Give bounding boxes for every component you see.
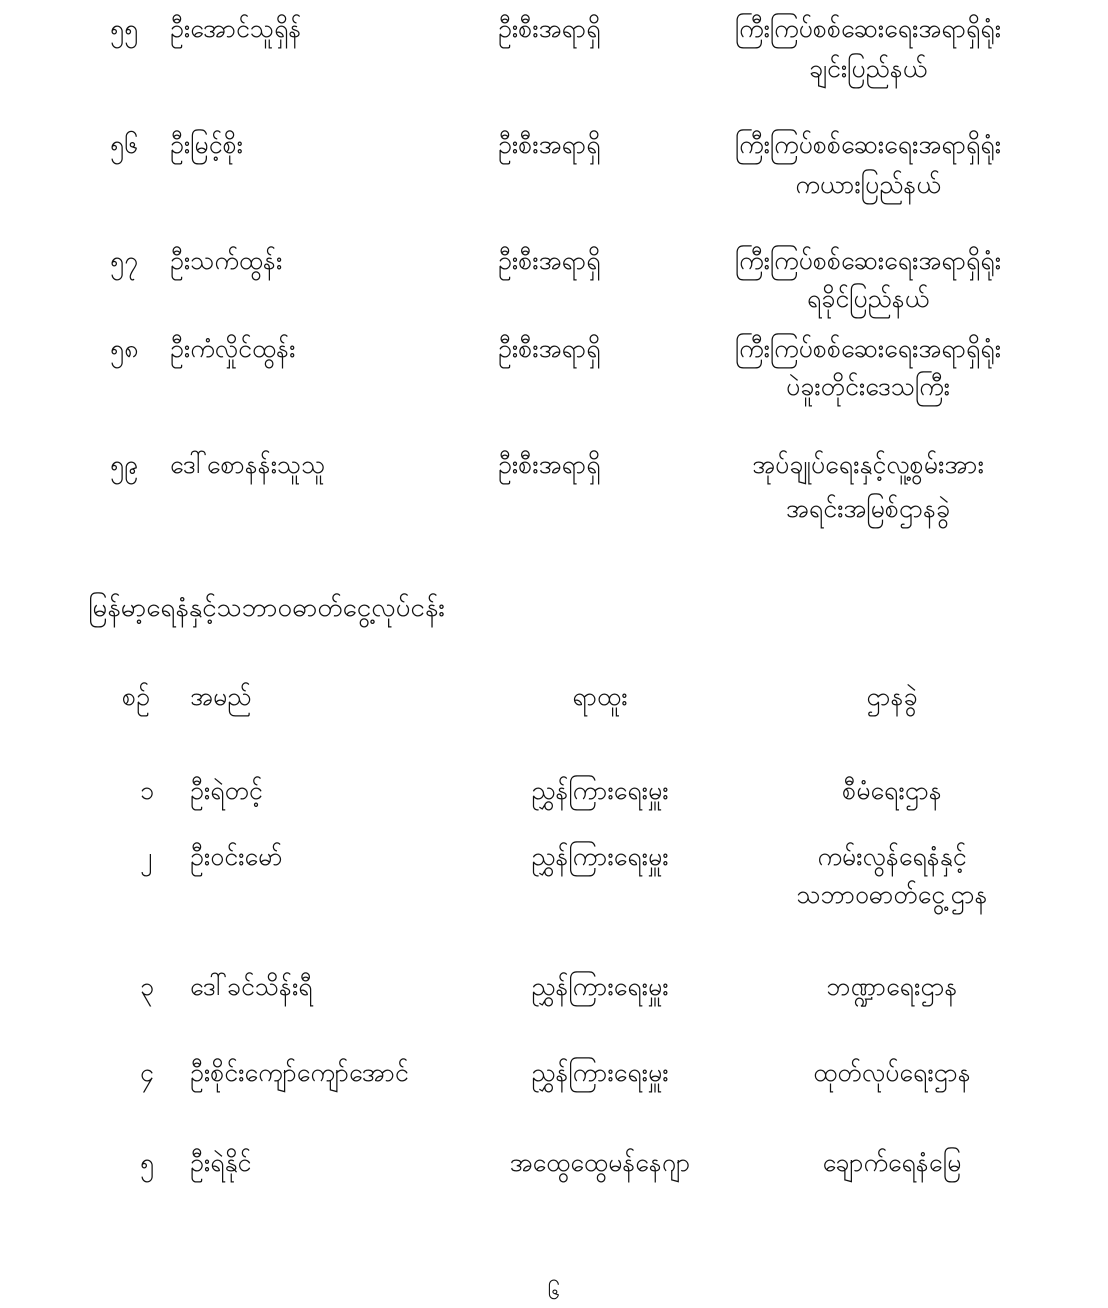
department-line-2: အရင်းအမြစ်ဌာနခွဲ [785,494,951,523]
row-number: ၄ [140,1058,155,1087]
department-line-2: ရခိုင်ပြည်နယ် [806,284,930,313]
person-name: ဦးကံလှိုင်ထွန်း [170,334,296,363]
department-line-2: သဘာဝဓာတ်ငွေ့ဌာန [796,880,988,909]
rank: ဦးစီးအရာရှိ [498,450,601,479]
row-number: ၂ [140,842,153,871]
rank: ဦးစီးအရာရှိ [498,14,601,43]
department-line-1: ထုတ်လုပ်ရေးဌာန [813,1058,971,1087]
header-number: စဥ် [122,682,150,711]
rank: ဦးစီးအရာရှိ [498,334,601,363]
person-name: ဦးဝင်းမော် [190,842,283,871]
department-line-1: ကြီးကြပ်စစ်ဆေးရေးအရာရှိရုံး [734,334,1002,363]
rank: ဦးစီးအရာရှိ [498,246,601,275]
row-number: ၅၉ [110,450,139,479]
row-number: ၃ [140,972,155,1001]
person-name: ဒေါ်ခင်သိန်းရီ [190,972,313,1001]
department-line-1: ဘဏ္ဍာရေးဌာန [826,972,958,1001]
row-number: ၅၅ [110,14,139,43]
row-number: ၅ [140,1148,155,1177]
rank: အထွေထွေမန်နေဂျာ [509,1148,691,1177]
rank: ညွှန်ကြားရေးမှူး [531,972,669,1001]
department-line-1: ကြီးကြပ်စစ်ဆေးရေးအရာရှိရုံး [734,246,1002,275]
row-number: ၁ [140,776,155,805]
person-name: ဦးမြင့်စိုး [170,130,243,159]
rank: ညွှန်ကြားရေးမှူး [531,842,669,871]
department-line-2: ကယားပြည်နယ် [795,170,941,199]
person-name: ဒေါ်စောနန်းသူသူ [170,450,326,479]
row-number: ၅၈ [110,334,139,363]
department-line-1: အုပ်ချုပ်ရေးနှင့်လူ့စွမ်းအား [752,450,984,479]
department-line-2: ချင်းပြည်နယ် [808,54,928,83]
department-line-2: ပဲခူးတိုင်းဒေသကြီး [785,372,951,401]
person-name: ဦးသက်ထွန်း [170,246,283,275]
header-rank: ရာထူး [572,682,628,711]
department-line-1: ကြီးကြပ်စစ်ဆေးရေးအရာရှိရုံး [734,14,1002,43]
person-name: ဦးရဲတင့် [190,776,263,805]
rank: ဦးစီးအရာရှိ [498,130,601,159]
department-line-1: ကြီးကြပ်စစ်ဆေးရေးအရာရှိရုံး [734,130,1002,159]
person-name: ဦးအောင်သူရှိန် [170,14,302,43]
person-name: ဦးစိုင်းကျော်ကျော်အောင် [190,1058,409,1087]
header-name: အမည် [190,682,252,711]
department-line-1: စီမံရေးဌာန [842,776,942,805]
person-name: ဦးရဲနိုင် [190,1148,252,1177]
row-number: ၅၇ [110,246,139,275]
rank: ညွှန်ကြားရေးမှူး [531,776,669,805]
department-line-1: ချောက်ရေနံမြေ [822,1148,962,1177]
row-number: ၅၆ [110,130,139,159]
department-line-1: ကမ်းလွန်ရေနံနှင့် [817,842,967,871]
header-department: ဌာနခွဲ [866,682,918,711]
rank: ညွှန်ကြားရေးမှူး [531,1058,669,1087]
page-number: ၆ [547,1280,561,1305]
section-heading: မြန်မာ့ရေနံနှင့်သဘာဝဓာတ်ငွေ့လုပ်ငန်း [88,593,445,623]
